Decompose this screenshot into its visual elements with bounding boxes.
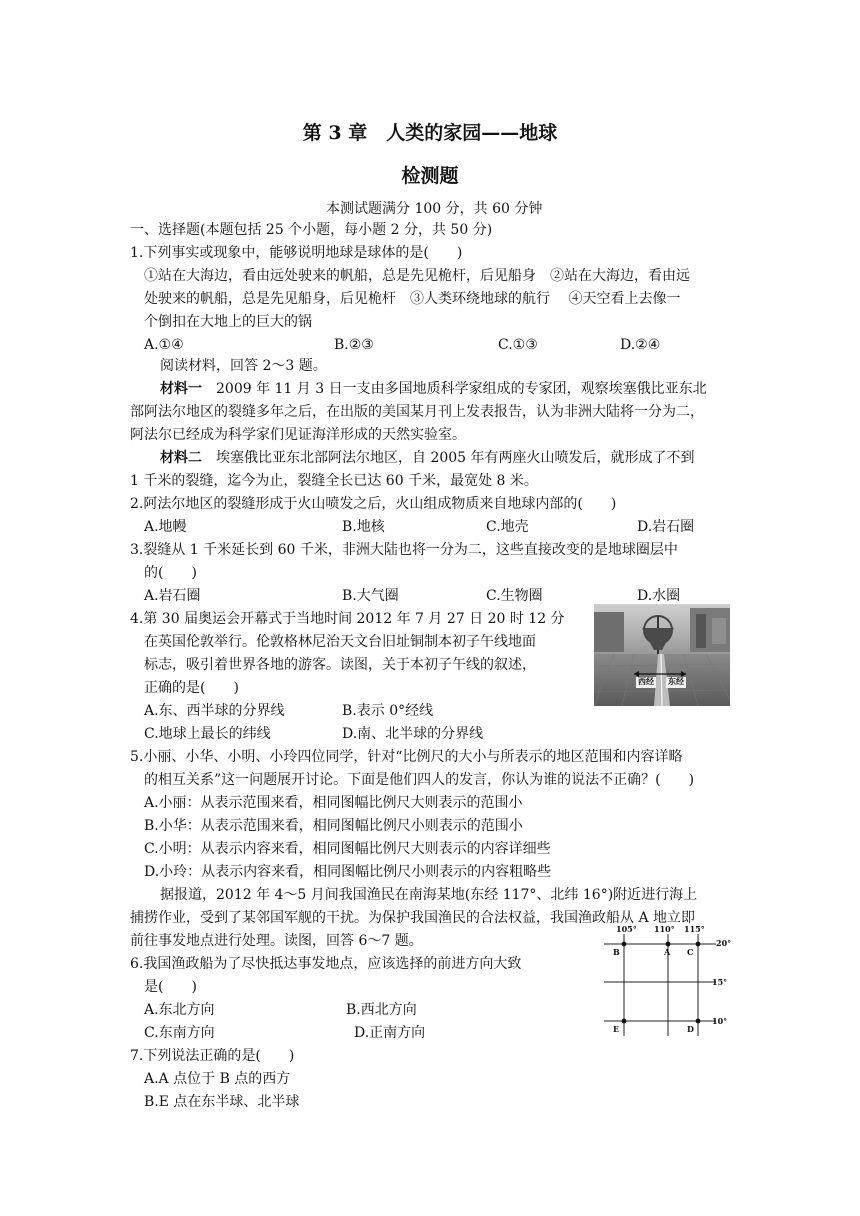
lat-label-20: 20° — [716, 938, 732, 948]
east-longitude-label: 东经 — [668, 676, 684, 686]
prime-meridian-photo — [594, 604, 730, 706]
q5-stem-line1: 5.小丽、小华、小明、小玲四位同学，针对“比例尺的大小与所表示的地区范围和内容详略 — [130, 749, 683, 765]
q3-option-b: B.大气圈 — [342, 588, 399, 604]
q6-option-b: B.西北方向 — [346, 1002, 417, 1018]
lon-label-110: 110° — [654, 924, 675, 934]
test-title: 检测题 — [401, 165, 459, 187]
q3-option-c: C.生物圈 — [486, 588, 543, 604]
q4-option-b: B.表示 0°经线 — [342, 703, 434, 719]
passage-line1: 据报道，2012 年 4～5 月间我国渔民在南海某地(东经 117°、北纬 16°)附近进行海上 — [160, 887, 698, 903]
point-d-label: D — [687, 1024, 694, 1034]
lon-label-105: 105° — [616, 924, 637, 934]
q3-stem-line2: 的( ) — [144, 565, 197, 581]
q7-stem: 7.下列说法正确的是( ) — [130, 1048, 295, 1064]
q4-option-d: D.南、北半球的分界线 — [342, 726, 484, 742]
material-two-line1: 材料二 埃塞俄比亚东北部阿法尔地区，自 2005 年有两座火山喷发后，就形成了不到 — [160, 450, 695, 466]
q1-option-c: C.①③ — [498, 337, 538, 353]
q1-line2: 处驶来的帆船，总是先见船身，后见桅杆 ③人类环绕地球的航行 ④天空看上去像一 — [144, 291, 681, 307]
q2-option-d: D.岩石圈 — [637, 519, 695, 535]
lat-label-15: 15° — [712, 977, 728, 987]
q7-option-a: A.A 点位于 B 点的西方 — [144, 1071, 291, 1087]
q6-stem-line1: 6.我国渔政船为了尽快抵达事发地点，应该选择的前进方向大致 — [130, 956, 522, 972]
q1-option-a: A.①④ — [144, 337, 184, 353]
point-b-label: B — [613, 947, 620, 957]
q6-stem-line2: 是( ) — [144, 979, 197, 995]
q5-stem-line2: 的相互关系”这一问题展开讨论。下面是他们四人的发言，你认为谁的说法不正确？( ) — [144, 772, 695, 788]
material-two-line2: 1 千米的裂缝，迄今为止，裂缝全长已达 60 千米，最宽处 8 米。 — [130, 473, 538, 489]
q7-option-b: B.E 点在东半球、北半球 — [144, 1094, 300, 1110]
q4-stem-line4: 正确的是( ) — [144, 680, 239, 696]
test-info: 本测试题满分 100 分，共 60 分钟 — [326, 201, 543, 217]
q5-option-a: A.小丽：从表示范围来看，相同图幅比例尺大则表示的范围小 — [144, 795, 523, 811]
point-c-label: C — [687, 947, 694, 957]
lat-label-10: 10° — [712, 1016, 728, 1026]
passage-line2: 捕捞作业，受到了某邻国军舰的干扰。为保护我国渔民的合法权益，我国渔政船从 A 地立即 — [130, 910, 696, 926]
q4-stem-line1: 4.第 30 届奥运会开幕式于当地时间 2012 年 7 月 27 日 20 时 12 分 — [130, 611, 565, 627]
reading-intro: 阅读材料，回答 2～3 题。 — [160, 358, 327, 374]
q6-option-a: A.东北方向 — [144, 1002, 215, 1018]
q2-option-c: C.地壳 — [486, 519, 529, 535]
q6-option-c: C.东南方向 — [144, 1025, 215, 1041]
q1-stem: 1.下列事实或现象中，能够说明地球是球体的是( ) — [130, 245, 463, 261]
point-a-label: A — [664, 947, 671, 957]
q2-stem: 2.阿法尔地区的裂缝形成于火山喷发之后，火山组成物质来自地球内部的( ) — [130, 496, 617, 512]
q4-stem-line2: 在英国伦敦举行。伦敦格林尼治天文台旧址铜制本初子午线地面 — [144, 634, 536, 650]
west-longitude-label: 西经 — [638, 676, 654, 686]
q2-option-b: B.地核 — [342, 519, 385, 535]
q3-option-d: D.水圈 — [637, 588, 681, 604]
q5-option-c: C.小明：从表示内容来看，相同图幅比例尺大则表示的内容详细些 — [144, 841, 551, 857]
q4-stem-line3: 标志，吸引着世界各地的游客。读图，关于本初子午线的叙述， — [144, 657, 536, 673]
material-one-line2: 部阿法尔地区的裂缝多年之后，在出版的美国某月刊上发表报告，认为非洲大陆将一分为二， — [130, 404, 704, 420]
material-one-line3: 阿法尔已经成为科学家们见证海洋形成的天然实验室。 — [130, 427, 466, 443]
point-e-label: E — [613, 1024, 620, 1034]
q1-line1: ①站在大海边，看由远处驶来的帆船，总是先见桅杆，后见船身 ②站在大海边，看由远 — [144, 268, 690, 284]
passage-line3: 前往事发地点进行处理。读图，回答 6～7 题。 — [130, 933, 423, 949]
q4-option-a: A.东、西半球的分界线 — [144, 703, 285, 719]
material-two-label: 材料二 — [160, 450, 202, 466]
q3-stem-line1: 3.裂缝从 1 千米延长到 60 千米，非洲大陆也将一分为二，这些直接改变的是地球圈层中 — [130, 542, 678, 558]
lon-label-115: 115° — [684, 924, 705, 934]
lat-lon-grid-map — [598, 924, 744, 1040]
material-one-label: 材料一 — [160, 381, 202, 397]
q6-option-d: D.正南方向 — [354, 1025, 426, 1041]
section-heading: 一、选择题(本题包括 25 个小题，每小题 2 分，共 50 分) — [130, 222, 493, 238]
chapter-title: 第 3 章 人类的家园——地球 — [302, 122, 558, 144]
q1-line3: 个倒扣在大地上的巨大的锅 — [144, 314, 312, 330]
material-one-line1: 材料一 2009 年 11 月 3 日一支由多国地质科学家组成的专家团，观察埃塞俄比亚东北 — [160, 381, 707, 397]
q3-option-a: A.岩石圈 — [144, 588, 201, 604]
q5-option-d: D.小玲：从表示内容来看，相同图幅比例尺小则表示的内容粗略些 — [144, 864, 552, 880]
q2-option-a: A.地幔 — [144, 519, 187, 535]
q1-option-b: B.②③ — [334, 337, 374, 353]
q5-option-b: B.小华：从表示范围来看，相同图幅比例尺小则表示的范围小 — [144, 818, 523, 834]
q1-option-d: D.②④ — [620, 337, 661, 353]
q4-option-c: C.地球上最长的纬线 — [144, 726, 271, 742]
